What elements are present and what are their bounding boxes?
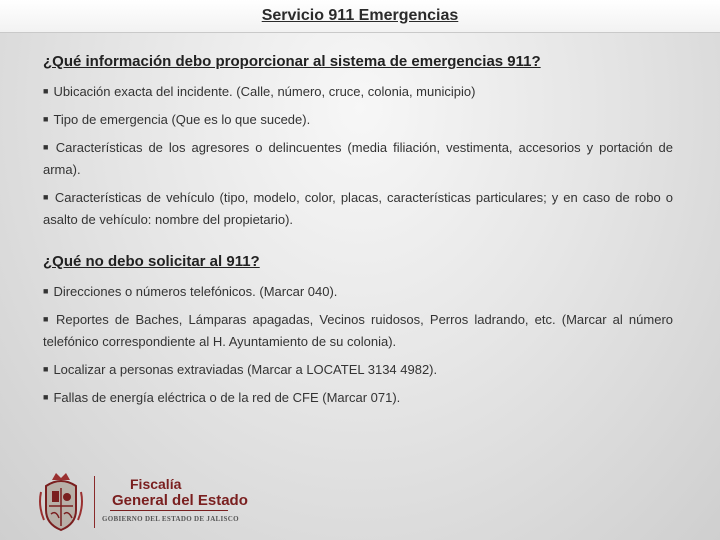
page-title: Servicio 911 Emergencias <box>261 7 459 24</box>
bullet-icon: ■ <box>43 86 49 96</box>
bullet-icon: ■ <box>43 286 49 296</box>
bullet-icon: ■ <box>43 114 49 124</box>
jalisco-crest-icon <box>38 470 84 532</box>
org-name-line3: GOBIERNO DEL ESTADO DE JALISCO <box>102 515 239 523</box>
list-item-text: Localizar a personas extraviadas (Marcar a LOCATEL 3134 4982). <box>53 362 438 377</box>
footer <box>0 470 720 540</box>
footer-divider <box>94 476 95 528</box>
section-heading-not: ¿Qué no debo solicitar al 911? <box>43 253 260 270</box>
list-item <box>43 108 673 131</box>
bullet-icon: ■ <box>43 314 51 324</box>
list-item <box>43 80 673 103</box>
list-item <box>43 358 673 381</box>
bullet-icon: ■ <box>43 142 51 152</box>
list-item <box>43 186 673 231</box>
title-bar <box>0 0 720 33</box>
list-item-text: Características de vehículo (tipo, modelo, color, placas, características particulares; y en caso de robo o asalto de vehículo: nombre del propietario). <box>43 190 673 227</box>
list-item <box>43 136 673 181</box>
list-item-text: Características de los agresores o delincuentes (media filiación, vestimenta, accesorios y portación de arma). <box>43 140 673 177</box>
bullet-icon: ■ <box>43 364 49 374</box>
org-name-line1: Fiscalía <box>130 476 182 492</box>
list-item-text: Direcciones o números telefónicos. (Marcar 040). <box>53 284 338 299</box>
list-item-text: Reportes de Baches, Lámparas apagadas, Vecinos ruidosos, Perros ladrando, etc. (Marcar al número telefónico correspondiente al H. Ayuntamiento de su colonia). <box>43 312 674 349</box>
list-item <box>43 308 673 353</box>
bullet-icon: ■ <box>43 192 50 202</box>
section-heading-info: ¿Qué información debo proporcionar al sistema de emergencias 911? <box>43 53 541 70</box>
list-item-text: Tipo de emergencia (Que es lo que sucede). <box>53 112 311 127</box>
list-item <box>43 386 673 409</box>
content <box>43 50 673 414</box>
org-name-line2: General del Estado <box>112 492 248 509</box>
list-item <box>43 280 673 303</box>
org-rule <box>110 510 228 511</box>
bullet-icon: ■ <box>43 392 49 402</box>
list-item-text: Ubicación exacta del incidente. (Calle, número, cruce, colonia, municipio) <box>53 84 476 99</box>
list-item-text: Fallas de energía eléctrica o de la red de CFE (Marcar 071). <box>53 390 401 405</box>
